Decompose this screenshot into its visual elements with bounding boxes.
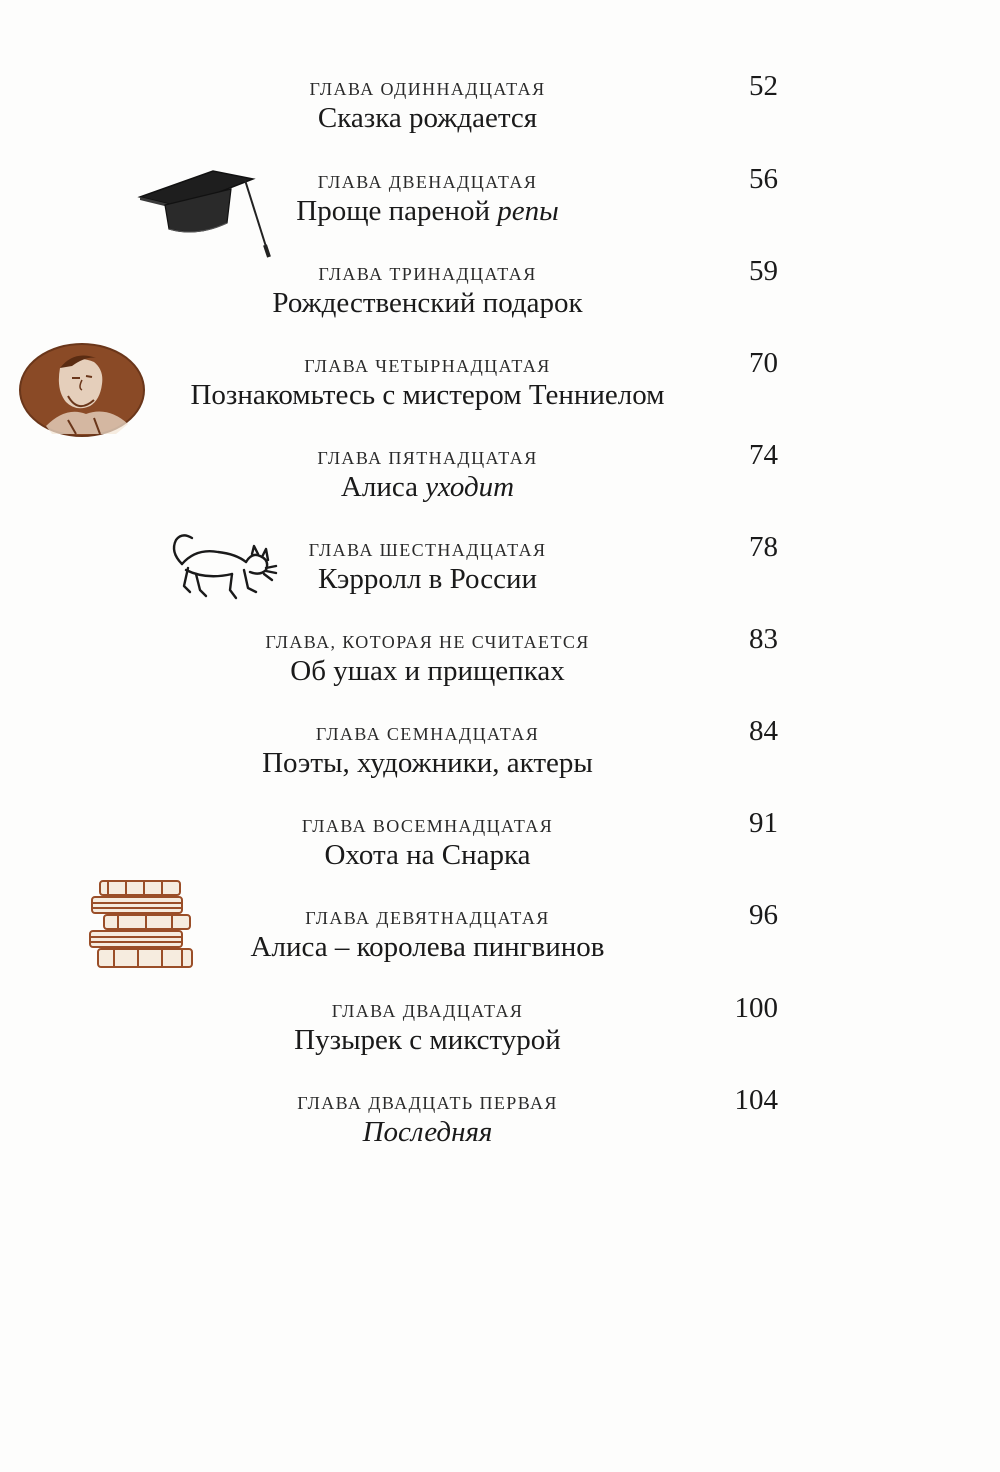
page-number: 104: [734, 1084, 778, 1116]
chapter-title-text: Рождественский подарок: [272, 287, 583, 319]
graduation-cap-icon: [135, 165, 275, 265]
chapter-title: [120, 377, 735, 413]
chapter-title-text: Алиса: [340, 471, 426, 503]
page-number: 78: [749, 531, 778, 563]
toc-entry[interactable]: [0, 70, 1000, 158]
chapter-label: ГЛАВА ТРИНАДЦАТАЯ: [318, 264, 537, 284]
chapter-title: [120, 745, 735, 781]
toc-entry[interactable]: [0, 992, 1000, 1080]
chapter-title-italic: уходит: [425, 471, 515, 503]
chapter-label: ГЛАВА ПЯТНАДЦАТАЯ: [317, 448, 538, 468]
chapter-title-text: Сказка рождается: [317, 102, 538, 134]
chapter-title-italic: репы: [497, 195, 559, 227]
cat-icon: [166, 530, 278, 602]
page-number: 59: [749, 255, 778, 287]
page-number: 52: [749, 70, 778, 102]
chapter-title-text: Алиса – королева пингвинов: [250, 931, 605, 963]
chapter-label: ГЛАВА ДЕВЯТНАДЦАТАЯ: [305, 908, 550, 928]
old-man-portrait-icon: [16, 340, 148, 440]
chapter-label: ГЛАВА ЧЕТЫРНАДЦАТАЯ: [304, 356, 551, 376]
toc-entry[interactable]: [0, 715, 1000, 803]
chapter-label: ГЛАВА СЕМНАДЦАТАЯ: [315, 724, 540, 744]
page-number: 96: [749, 899, 778, 931]
chapter-label: ГЛАВА ДВЕНАДЦАТАЯ: [317, 172, 538, 192]
chapter-title: [120, 469, 735, 505]
toc-entry[interactable]: [0, 1084, 1000, 1172]
page-number: 83: [749, 623, 778, 655]
page-number: 100: [734, 992, 778, 1024]
chapter-title-text: Пузырек с микстурой: [294, 1024, 561, 1056]
chapter-label: ГЛАВА ОДИННАДЦАТАЯ: [309, 79, 546, 99]
chapter-title-text: Об ушах и прищепках: [290, 655, 565, 687]
book-stack-icon: [86, 875, 196, 971]
chapter-title: [120, 285, 735, 321]
chapter-label: ГЛАВА ШЕСТНАДЦАТАЯ: [308, 540, 547, 560]
chapter-title-text: Познакомьтесь с мистером Тенниелом: [190, 379, 665, 411]
chapter-title-text: Охота на Снарка: [324, 839, 531, 871]
chapter-title-text: Поэты, художники, актеры: [262, 747, 593, 779]
chapter-title-text: Проще пареной: [296, 195, 498, 227]
chapter-title: [120, 100, 735, 136]
chapter-title: [120, 929, 735, 965]
page-number: 84: [749, 715, 778, 747]
page-number: 74: [749, 439, 778, 471]
chapter-title-italic: Последняя: [362, 1116, 493, 1148]
page-number: 56: [749, 163, 778, 195]
chapter-title: [120, 1022, 735, 1058]
toc-entry[interactable]: [0, 531, 1000, 619]
page-number: 70: [749, 347, 778, 379]
toc-entry[interactable]: [0, 347, 1000, 435]
toc-entry[interactable]: [0, 255, 1000, 343]
chapter-title-text: Кэрролл в России: [317, 563, 538, 595]
chapter-label: ГЛАВА ДВАДЦАТЬ ПЕРВАЯ: [297, 1093, 558, 1113]
chapter-label: ГЛАВА ВОСЕМНАДЦАТАЯ: [301, 816, 554, 836]
toc-entry[interactable]: [0, 623, 1000, 711]
chapter-label: ГЛАВА, КОТОРАЯ НЕ СЧИТАЕТСЯ: [265, 632, 590, 652]
chapter-title: [120, 1114, 735, 1150]
chapter-title: [120, 837, 735, 873]
toc-entry[interactable]: [0, 439, 1000, 527]
chapter-label: ГЛАВА ДВАДЦАТАЯ: [331, 1001, 524, 1021]
page-number: 91: [749, 807, 778, 839]
chapter-title: [120, 653, 735, 689]
